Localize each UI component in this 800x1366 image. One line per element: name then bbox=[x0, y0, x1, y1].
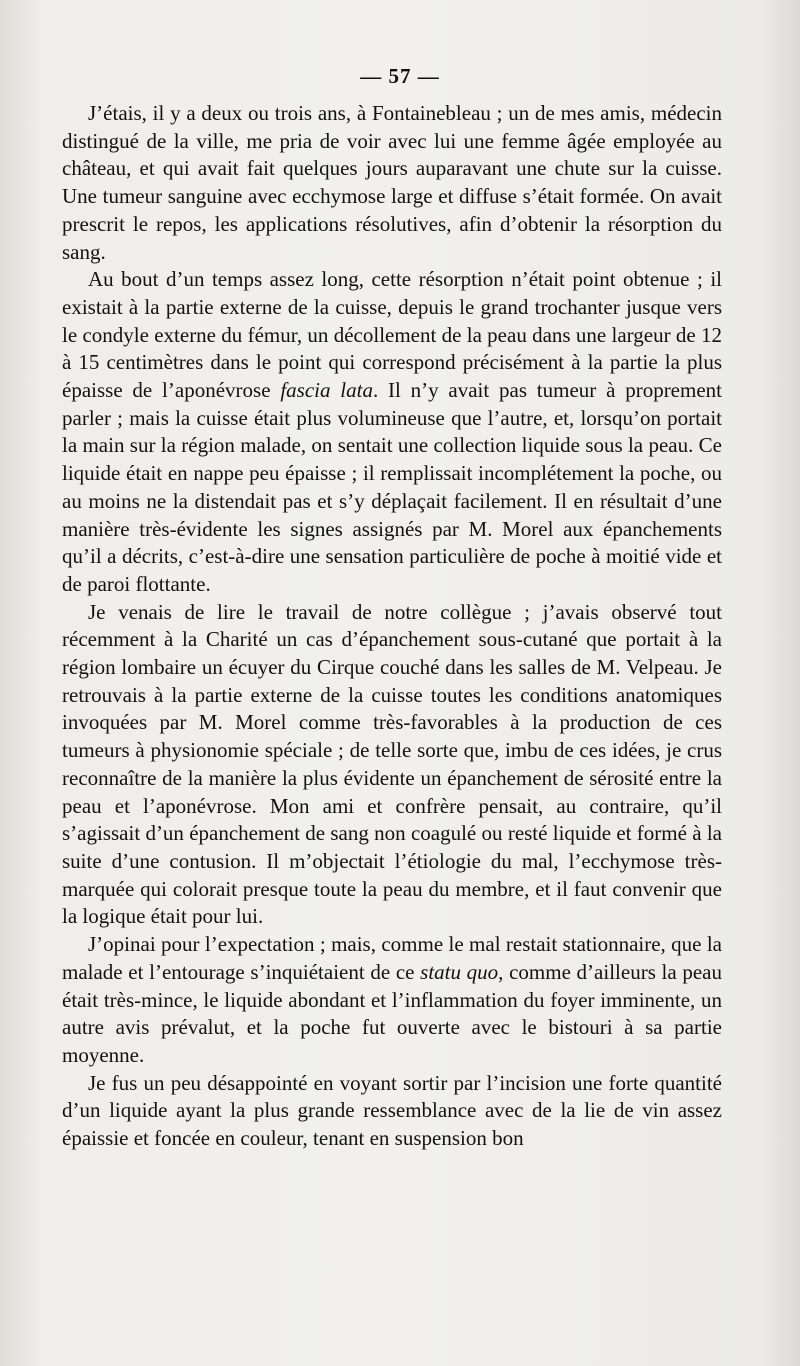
paragraph-2 bbox=[62, 266, 722, 598]
paragraph-2-text-a: Au bout d’un temps assez long, cette résorption n’était point obtenue ; il existait à la partie externe de la cuisse, depuis le grand trochanter jusque vers le condyle externe du fémur, un décollement de la peau dans une largeur de 12 à 15 centimètres dans le point qui correspond précisément à la partie la plus épaisse de l’aponévrose bbox=[62, 267, 722, 403]
paragraph-4 bbox=[62, 931, 722, 1070]
paragraph-5: Je fus un peu désappointé en voyant sortir par l’incision une forte quantité d’un liquide ayant la plus grande ressemblance avec de la lie de vin assez épaissie et foncée en couleur, tenant en suspension bon bbox=[62, 1070, 722, 1151]
paragraph-1: J’étais, il y a deux ou trois ans, à Fontainebleau ; un de mes amis, médecin distingué de la ville, me pria de voir avec lui une femme âgée employée au château, et qui avait fait quelques jours auparavant une chute sur la cuisse. Une tumeur sanguine avec ecchymose large et diffuse s’était formée. On avait prescrit le repos, les applications résolutives, afin d’obtenir la résorption du sang. bbox=[62, 101, 722, 264]
paragraph-4-text-b: , comme d’ailleurs la peau était très-mince, le liquide abondant et l’inflammation du foyer imminente, un autre avis prévalut, et la poche fut ouverte avec le bistouri à sa partie moyenne. bbox=[62, 959, 722, 1067]
body-text bbox=[62, 100, 722, 1153]
paragraph-2-italic-term: fascia lata bbox=[280, 378, 373, 403]
paragraph-4-text-a: J’opinai pour l’expectation ; mais, comme le mal restait stationnaire, que la malade et l’entourage s’inquiétaient de ce bbox=[62, 932, 722, 984]
paragraph-3: Je venais de lire le travail de notre collègue ; j’avais observé tout récemment à la Charité un cas d’épanchement sous-cutané que portait à la région lombaire un écuyer du Cirque couché dans les salles de M. Velpeau. Je retrouvais à la partie externe de la cuisse toutes les conditions anatomiques invoquées par M. Morel comme très-favorables à la production de ces tumeurs à physionomie spéciale ; de telle sorte que, imbu de ces idées, je crus reconnaître de la manière la plus évidente un épanchement de sérosité entre la peau et l’aponévrose. Mon ami et confrère pensait, au contraire, qu’il s’agissait d’un épanchement de sang non coagulé ou resté liquide et formé à la suite d’une contusion. Il m’objectait l’étiologie du mal, l’ecchymose très-marquée qui colorait presque toute la peau du membre, et il faut convenir que la logique était pour lui. bbox=[62, 599, 722, 929]
page-number: — 57 — bbox=[360, 64, 440, 88]
paragraph-4-italic-term: statu quo bbox=[420, 959, 499, 984]
paragraph-2-text-b: . Il n’y avait pas tumeur à proprement parler ; mais la cuisse était plus volumineuse que l’autre, et, lorsqu’on portait la main sur la région malade, on sentait une collection liquide sous la peau. Ce liquide était en nappe peu épaisse ; il remplissait incomplétement la poche, ou au moins ne la distendait pas et s’y déplaçait facilement. Il en résultait d’une manière très-évidente les signes assignés par M. Morel aux épanchements qu’il a décrits, c’est-à-dire une sensation particulière de poche à moitié vide et de paroi flottante. bbox=[62, 378, 722, 596]
